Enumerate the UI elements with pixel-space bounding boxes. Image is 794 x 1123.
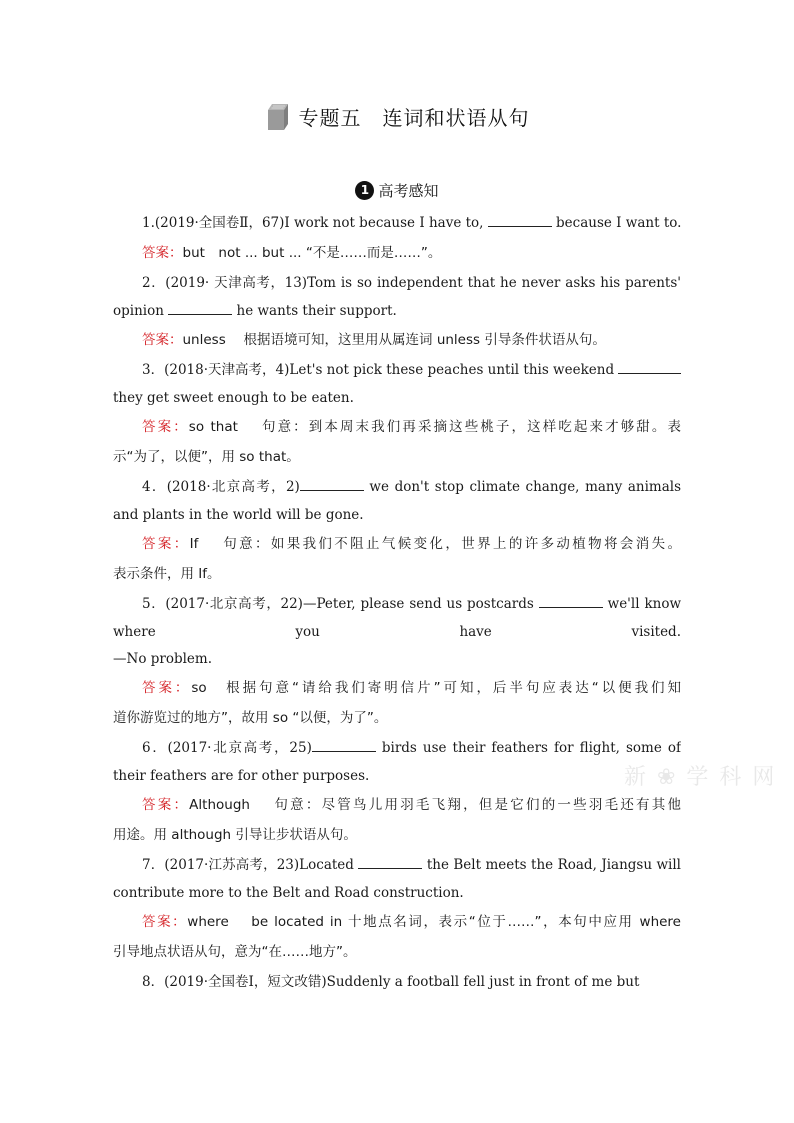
answer-line — [113, 703, 681, 733]
answer-label: 答案： — [142, 419, 189, 435]
section-number-badge: 1 — [355, 181, 374, 200]
answer-line — [113, 907, 681, 937]
answer-line — [113, 820, 681, 850]
question-line — [113, 298, 681, 325]
answer-line — [113, 238, 681, 268]
answer-text: Although 句意：尽管鸟儿用羽毛飞翔，但是它们的一些羽毛还有其他 — [189, 797, 681, 813]
answer-label: 答案： — [142, 536, 190, 552]
answer-blank — [539, 595, 603, 608]
question-text: 3．(2018·天津高考，4)Let's not pick these peaches until this weekend — [142, 362, 619, 378]
section-title: 高考感知 — [378, 181, 439, 200]
question-line — [113, 502, 681, 529]
question-text: 7．(2017·江苏高考，23)Located — [142, 857, 359, 873]
question-line — [113, 619, 681, 646]
topic-title: 专题五 连词和状语从句 — [298, 105, 530, 130]
answer-line — [113, 442, 681, 472]
question-line — [113, 208, 681, 238]
answer-blank — [168, 302, 232, 315]
answer-blank — [358, 856, 422, 869]
question-text: 4．(2018·北京高考，2) — [142, 479, 300, 495]
answer-text: 示“为了，以便”，用 so that。 — [113, 449, 300, 465]
question-text: 8．(2019·全国卷Ⅰ，短文改错)Suddenly a football fell just in front of me but — [142, 974, 640, 990]
question-text: 2．(2019· 天津高考，13)Tom is so independent that he never asks his parents' — [142, 275, 681, 291]
question-line — [113, 850, 681, 880]
answer-label: 答案： — [142, 680, 192, 696]
question-line — [113, 268, 681, 298]
answer-line — [113, 790, 681, 820]
question-line — [113, 646, 681, 673]
answer-line — [113, 325, 681, 355]
section-heading — [0, 178, 794, 202]
answer-text: so 根据句意“请给我们寄明信片”可知，后半句应表达“以便我们知 — [191, 680, 681, 696]
question-text: contribute more to the Belt and Road construction. — [113, 885, 464, 901]
answer-line — [113, 412, 681, 442]
book-icon — [265, 102, 289, 132]
answer-blank — [488, 214, 552, 227]
question-line — [113, 385, 681, 412]
question-line — [113, 967, 681, 997]
question-line — [113, 763, 681, 790]
answer-label: 答案： — [142, 245, 183, 261]
question-text: their feathers are for other purposes. — [113, 768, 370, 784]
question-text: and plants in the world will be gone. — [113, 507, 364, 523]
answer-text: 表示条件，用 If。 — [113, 566, 221, 582]
question-text: we don't stop climate change, many animals — [363, 479, 681, 495]
question-text: —No problem. — [113, 651, 212, 667]
answer-text: where be located in 十地点名词，表示“位于……”，本句中应用 where — [187, 914, 681, 930]
answer-text: 引导地点状语从句，意为“在……地方”。 — [113, 944, 357, 960]
question-text: 6．(2017·北京高考，25) — [142, 740, 312, 756]
answer-text: but not ... but ... “不是……而是……”。 — [182, 245, 442, 261]
answer-line — [113, 673, 681, 703]
answer-text: unless 根据语境可知，这里用从属连词 unless 引导条件状语从句。 — [182, 332, 606, 348]
question-text: opinion — [113, 303, 169, 319]
answer-blank — [312, 739, 376, 752]
answer-label: 答案： — [142, 332, 183, 348]
answer-text: If 句意：如果我们不阻止气候变化，世界上的许多动植物将会消失。 — [189, 536, 681, 552]
question-line — [113, 880, 681, 907]
question-line — [113, 472, 681, 502]
answer-line — [113, 937, 681, 967]
answer-blank — [300, 478, 364, 491]
answer-line — [113, 559, 681, 589]
question-text: because I want to. — [551, 215, 681, 231]
question-text: he wants their support. — [232, 303, 397, 319]
question-text: where you have visited. — [113, 624, 681, 640]
answer-label: 答案： — [142, 797, 190, 813]
question-text: birds use their feathers for flight, some of — [375, 740, 681, 756]
question-text: we'll know — [602, 596, 681, 612]
answer-line — [113, 529, 681, 559]
answer-text: so that 句意：到本周末我们再采摘这些桃子，这样吃起来才够甜。表 — [188, 419, 681, 435]
question-list — [113, 208, 681, 997]
question-text: 5．(2017·北京高考，22)—Peter, please send us postcards — [142, 596, 539, 612]
question-line — [113, 589, 681, 619]
question-text: 1.(2019·全国卷Ⅱ，67)I work not because I have to, — [142, 215, 488, 231]
question-line — [113, 355, 681, 385]
answer-text: 道你游览过的地方”，故用 so “以便，为了”。 — [113, 710, 388, 726]
answer-blank — [618, 361, 681, 374]
question-line — [113, 733, 681, 763]
question-text: they get sweet enough to be eaten. — [113, 390, 354, 406]
topic-title-row — [0, 96, 794, 136]
answer-label: 答案： — [142, 914, 188, 930]
answer-text: 用途。用 although 引导让步状语从句。 — [113, 827, 357, 843]
question-text: the Belt meets the Road, Jiangsu will — [422, 857, 681, 873]
watermark: 新 ❀ 学 科 网 — [624, 765, 777, 790]
